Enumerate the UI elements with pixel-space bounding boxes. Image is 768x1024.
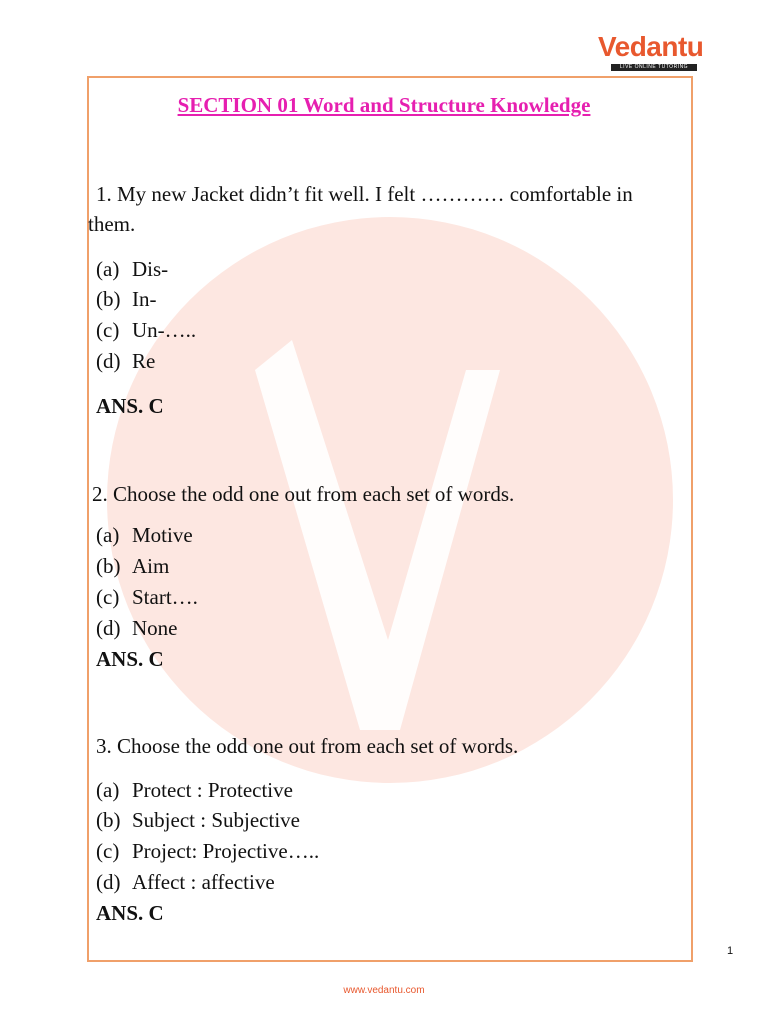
option-label: (d) xyxy=(96,870,121,894)
option-label: (c) xyxy=(96,318,120,342)
page-number: 1 xyxy=(727,945,734,957)
option-label: (b) xyxy=(96,808,121,832)
section-title: SECTION 01 Word and Structure Knowledge xyxy=(177,93,591,117)
option-text: Dis- xyxy=(132,257,169,281)
option-label: (c) xyxy=(96,839,120,863)
option-text: None xyxy=(132,616,178,640)
option-text: Aim xyxy=(132,554,170,578)
q3-answer: ANS. C xyxy=(96,901,164,925)
q1-option-b xyxy=(96,286,157,312)
q2-option-c xyxy=(96,584,198,610)
logo-tagline: LIVE ONLINE TUTORING xyxy=(611,64,697,71)
option-label: (b) xyxy=(96,287,121,311)
option-label: (d) xyxy=(96,616,121,640)
q3-option-b xyxy=(96,807,300,833)
q2-option-d xyxy=(96,615,178,641)
option-label: (b) xyxy=(96,554,121,578)
q3-option-d xyxy=(96,869,275,895)
option-text: In- xyxy=(132,287,157,311)
logo-wordmark: Vedantu xyxy=(598,31,704,62)
q2-option-a xyxy=(96,522,193,548)
option-label: (a) xyxy=(96,778,120,802)
question-1-text-cont: them. xyxy=(88,212,136,236)
q1-option-a xyxy=(96,256,168,282)
question-3-text: 3. Choose the odd one out from each set of words. xyxy=(96,734,519,758)
q2-answer: ANS. C xyxy=(96,647,164,671)
q1-answer: ANS. C xyxy=(96,394,164,418)
option-label: (a) xyxy=(96,523,120,547)
q3-option-a xyxy=(96,777,293,803)
q1-option-c xyxy=(96,317,196,343)
option-label: (a) xyxy=(96,257,120,281)
option-text: Re xyxy=(132,349,156,373)
q2-option-b xyxy=(96,553,169,579)
option-text: Protect : Protective xyxy=(132,778,293,802)
q1-option-d xyxy=(96,348,155,374)
option-label: (d) xyxy=(96,349,121,373)
q3-option-c xyxy=(96,838,319,864)
option-text: Start…. xyxy=(132,585,198,609)
question-2-text: 2. Choose the odd one out from each set of words. xyxy=(92,482,515,506)
option-text: Motive xyxy=(132,523,193,547)
footer-url[interactable]: www.vedantu.com xyxy=(343,985,425,996)
option-text: Un-….. xyxy=(132,318,197,342)
option-text: Affect : affective xyxy=(132,870,275,894)
question-1-text: 1. My new Jacket didn’t fit well. I felt ………… comfortable in xyxy=(96,182,633,206)
option-text: Project: Projective….. xyxy=(132,839,320,863)
option-text: Subject : Subjective xyxy=(132,808,300,832)
option-label: (c) xyxy=(96,585,120,609)
